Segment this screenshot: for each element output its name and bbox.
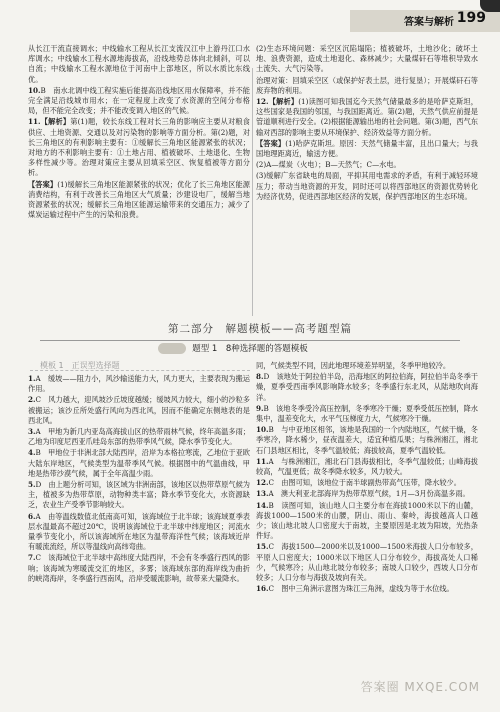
answer-text: B 与中亚地区相邻，该地是我国的一个内陆地区，气候干燥，冬季寒冷，降水稀少，昼夜温差大，适宜种植瓜果；与株洲湘江，湘北石门县地区相比，冬季气温较低；海拔较高，夏季气温较低。 (256, 425, 478, 455)
question-number: 10. (28, 85, 41, 95)
bottom-left-column (28, 374, 250, 585)
answer-text: A 由等温线数值北低南高可知，该海域位于北半球；该海域夏季表层水温最高不超过20℃，说明该海域位于北半球中纬度地区；河流水量季节变化小，所以该海域所在地区为温带海洋性气候；该海域近岸有暖流流经，所以等温线向高纬弯曲。 (28, 511, 250, 552)
answer-text: 治理对策：回填采空区（或保护好表土层，进行复垦）；开展煤矸石等废弃物的利用。 (256, 75, 478, 95)
answer-text: A 澳大利亚北部海岸为热带草原气候，1月—3月份高温多雨。 (268, 489, 470, 499)
answer-paragraph (28, 480, 250, 511)
answer-text: C 海拔1500—2000米以及1000—1500米海拔人口分布较多，平原人口密度大；1000米以下地区人口分布较少，海拔高处人口稀少，气候寒冷；从山地北坡分布较多；南坡人口较少，西坡人口分布较多；人口分布与海拔及坡向有关。 (256, 542, 478, 583)
answer-paragraph (28, 395, 250, 426)
answer-paragraph (28, 374, 250, 394)
question-number: 15. (256, 542, 269, 552)
answer-paragraph (256, 160, 478, 170)
answer-text: B 南水北调中线工程实施后能提高沿线地区用水保障率，并不能完全满足沿线城市用水；在一定程度上改变了水资源的空间分布格局，但不能完全改变；并不能改变调入地区的气候。 (28, 85, 250, 116)
question-number: 8. (256, 372, 264, 382)
answer-tag: 【解析】 (268, 97, 299, 107)
question-number: 9. (256, 403, 264, 413)
top-left-column (28, 44, 250, 221)
answer-text: (1)哈萨克斯坦。原因：天然气储量丰富，且出口量大；与我国地理距离近，输送方便。 (256, 138, 478, 159)
section-banner (130, 321, 390, 337)
subsection-label: 题型 1 8种选择题的答题模板 (192, 344, 308, 354)
answer-text: (3)缓解广东省缺电的局面，平抑其用电需求的矛盾，有利于减轻环境压力；带动当地资源的开发，同时还可以将西部地区的资源优势转化为经济优势，促进西部地区经济的发展，保护西部地区的生态环境。 (256, 171, 478, 201)
question-number: 11. (256, 456, 269, 466)
answer-text: C 图中三角洲示意图为珠江三角洲，虚线为等于水位线。 (268, 584, 454, 594)
answer-paragraph (256, 542, 478, 583)
answer-paragraph (256, 425, 478, 456)
answer-text: (1)读图可知我国迄今天然气储量最多的是哈萨克斯坦，这些国家是我国的邻国，与我国距离近。第(2)题，天然气供应前提是管道顺利进行安全。(2)根据能源输出地的社会问题。第(3)题，西气东输对西部的影响主要从环境保护、经济效益等方面分析。 (256, 97, 478, 137)
answer-paragraph (256, 501, 478, 542)
page-header (0, 0, 500, 42)
answer-text: D 该地处于阿拉伯半岛，沿海地区的阿拉伯海，阿拉伯半岛冬季干燥，夏季受西南季风影响降水较多；冬季盛行东北风，从陆地吹向海洋。 (256, 372, 478, 402)
question-number: 14. (256, 500, 269, 510)
question-number: 1. (28, 374, 36, 383)
answer-text: (2)生态环境问题：采空区沉陷塌陷；植被破坏，土地沙化；破坏土地、浪费资源，造成土地退化、森林减少；大量煤矸石等堆积导致水土流失、大气污染等。 (256, 44, 478, 74)
answer-text: A 甲地为新几内亚岛高海拔山区的热带雨林气候，终年高温多雨；乙地为印度尼西亚爪哇岛东部的热带季风气候，降水季节变化大。 (28, 427, 250, 447)
question-number: 7. (28, 553, 36, 563)
answer-paragraph (28, 427, 250, 447)
answer-text: 第(1)题，较长东线工程对长三角的影响应主要从对粮食供应、土地资源、交通以及对污染物的影响等方面分析。第(2)题，对长三角地区的有利影响主要有：①缓解长三角地区能源紧张的状况；对地方的不利影响主要有：①土地占用、植被破坏、土地退化、生物多样性减少等。治理对策应主要从回填采空区、恢复植被等方面分析。 (28, 117, 250, 178)
bottom-right-column (256, 361, 478, 595)
answer-paragraph (28, 553, 250, 584)
question-number: 5. (28, 480, 36, 490)
answer-paragraph (28, 117, 250, 178)
answer-text: B 甲地位于非洲北部大陆西岸，沿岸为本格拉寒流，乙地位于亚欧大陆东岸地区，气候类型为温带季风气候。根据图中的气温曲线，甲地是热带沙漠气候，属于全年高温少雨。 (28, 448, 250, 478)
top-right-column (256, 44, 478, 203)
answer-text: 从长江干流直接调水；中线输水工程从长江支流汉江中上游丹江口水库调水；中线输水工程水源地海拔高，沿线地势总体向北倾斜，可以自流；中线输水工程水源地位于河南中上部地区，所以水质比东线优。 (28, 44, 250, 84)
question-number: 3. (28, 427, 36, 437)
answer-text: D 由上题分析可知，该区域为非洲南部，该地区以热带草原气候为主，植被多为热带草原，动物种类丰富；降水季节变化大，水资源缺乏，农业生产受季节影响较大。 (28, 480, 250, 510)
answer-text: B 读图可知，该山地人口主要分布在海拔1000米以下的山麓，海拔1000—1500米的山腰，阴山、雨山、秦岭，海拔越高人口越少；该山地北坡人口密度大于南坡，主要原因是北坡为阳坡，光热条件好。 (256, 500, 478, 541)
answer-paragraph (256, 361, 478, 371)
question-number: 12. (256, 97, 269, 107)
answer-text: C 由图可知，该地位于南半球副热带高气压带，降水较少。 (268, 478, 461, 488)
answer-paragraph (28, 448, 250, 479)
question-number: 4. (28, 448, 36, 458)
answer-text: (2)A—煤炭（火电）；B—天然气；C—水电。 (256, 160, 401, 170)
answer-paragraph (28, 86, 250, 117)
answer-paragraph (28, 44, 250, 85)
answer-paragraph (256, 404, 478, 424)
watermark: 答案圈 MXQE.COM (360, 680, 480, 694)
question-number: 16. (256, 584, 269, 594)
question-number: 11. (28, 117, 41, 127)
answer-text: (1)缓解长三角地区能源紧张的状况；优化了长三角地区能源消费结构，有利于改善长三角地区大气质量；沙建设电厂，缓解当地资源紧张的状况；缓解长三角地区能源运输带来的交通压力；减少了煤炭运输过程中产生的污染和浪费。 (28, 179, 250, 220)
answer-paragraph (256, 76, 478, 96)
subsection-banner (150, 342, 350, 356)
answer-paragraph (28, 180, 250, 221)
banner-line (40, 340, 460, 341)
answer-text: C 风力越大，迎风坡沙丘坡度越缓；缓坡风力较大，细小的沙粒多被搬运；该沙丘所处盛行风向为西北风，因而不能确定东侧地表的是西北风。 (28, 395, 250, 425)
question-number: 10. (256, 425, 269, 435)
model-divider (30, 370, 250, 372)
question-number: 6. (28, 511, 36, 521)
answer-paragraph (256, 97, 478, 138)
answer-paragraph (28, 512, 250, 553)
question-number: 13. (256, 489, 269, 499)
answer-paragraph (256, 372, 478, 403)
answer-paragraph (256, 44, 478, 75)
answer-paragraph (256, 171, 478, 202)
section-label: 第二部分 解题模板——高考题型篇 (168, 323, 352, 335)
answer-text: A 与株洲湘江，湘北石门县海拔相比，冬季气温较低；山峰海拔较高，气温更低；故冬季降水较多，风力较大。 (256, 456, 478, 477)
answer-tag: 【解析】 (40, 117, 71, 127)
answer-text: C 该海域位于北半球中高纬度大陆西岸，不会有冬季盛行西风的影响；该海域为寒暖流交汇的地区，多雾；该海域东部的海岸线为曲折的峡湾海岸，冬季盛行西南风，沿岸受暖流影响，故带来大量降水。 (28, 553, 250, 583)
header-title: 答案与解析 (404, 17, 454, 28)
column-divider (252, 68, 253, 316)
answer-tag: 【答案】 (256, 138, 286, 148)
answer-paragraph (256, 489, 478, 499)
answer-tag: 【答案】 (28, 179, 58, 189)
answer-text: 同，气候类型不同，因此地理环境差异明显，冬季甲地较冷。 (256, 361, 451, 370)
model-label: 模板 1 正误型选择题 (40, 361, 120, 370)
answer-paragraph (256, 584, 478, 594)
answer-paragraph (256, 457, 478, 477)
answer-paragraph (256, 139, 478, 159)
answer-paragraph (256, 478, 478, 488)
question-number: 12. (256, 478, 269, 488)
answer-text: A 缓坡——阻力小，风沙输送能力大，风力更大，主要表现为搬运作用。 (28, 374, 250, 394)
puzzle-icon (480, 0, 500, 12)
page-number: 199 (456, 10, 486, 26)
answer-text: B 该地冬季受冷高压控制，冬季寒冷干燥；夏季受低压控制，降水集中，温差变化大，水平气压梯度力大，气候寒冷干燥。 (256, 403, 478, 424)
question-number: 2. (28, 395, 36, 405)
